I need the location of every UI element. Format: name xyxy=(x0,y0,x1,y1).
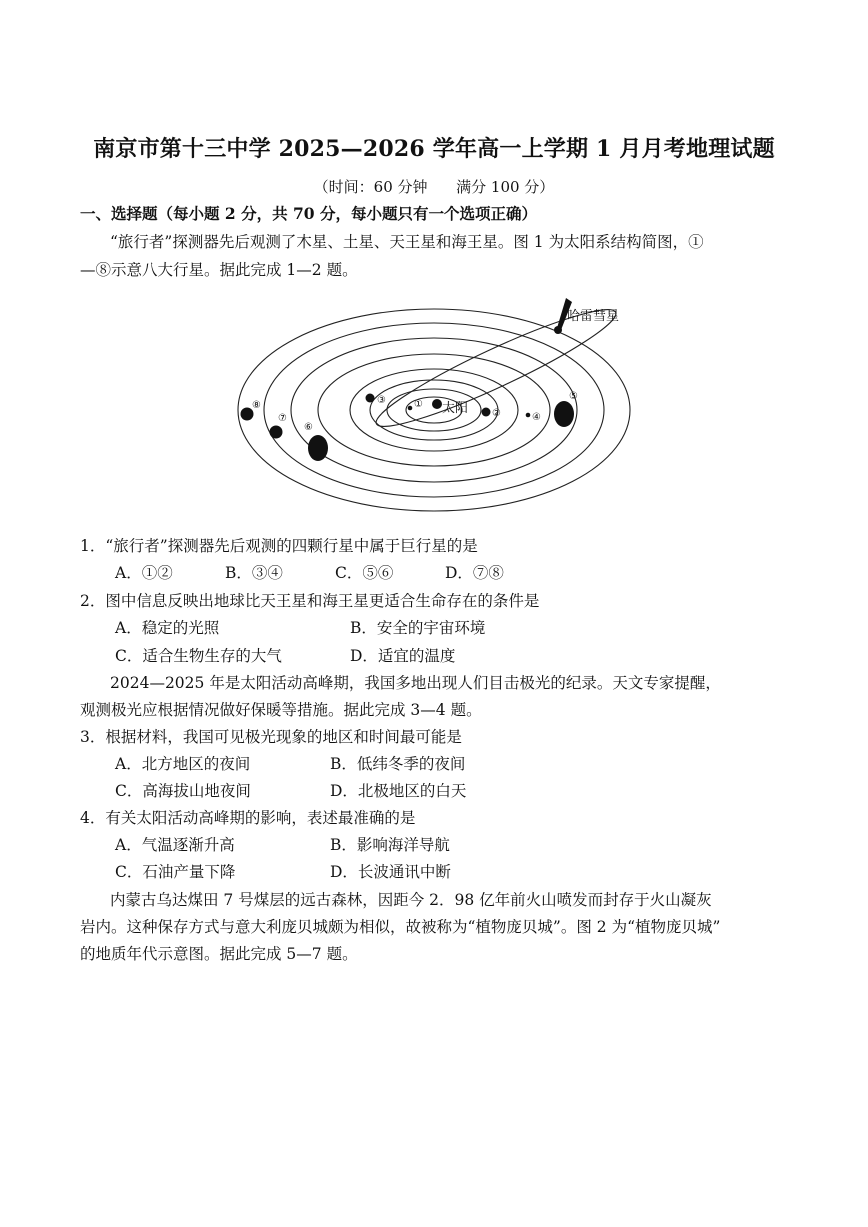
q2-stem: 2．图中信息反映出地球比天王星和海王星更适合生命存在的条件是 xyxy=(80,592,540,610)
q3-option-a[interactable]: A．北方地区的夜间 xyxy=(115,755,251,773)
material1-line2: —⑧示意八大行星。据此完成 1—2 题。 xyxy=(80,261,358,279)
exam-subtitle: （时间：60 分钟 满分 100 分） xyxy=(313,178,555,196)
q4-option-b[interactable]: B．影响海洋导航 xyxy=(330,836,450,854)
planet-3-label: ③ xyxy=(377,395,386,406)
q3-option-c[interactable]: C．高海拔山地夜间 xyxy=(115,782,251,800)
solar-system-figure xyxy=(236,292,636,524)
q4-option-c[interactable]: C．石油产量下降 xyxy=(115,863,236,881)
q4-stem: 4．有关太阳活动高峰期的影响，表述最准确的是 xyxy=(80,809,416,827)
planet-6 xyxy=(308,435,328,461)
section-heading: 一、选择题（每小题 2 分，共 70 分，每小题只有一个选项正确） xyxy=(80,204,537,223)
planet-5-label: ⑤ xyxy=(569,391,578,402)
planet-2 xyxy=(482,408,491,417)
orbit-7 xyxy=(264,323,604,497)
material2-line2: 观测极光应根据情况做好保暖等措施。据此完成 3—4 题。 xyxy=(80,701,482,719)
material3-line2: 岩内。这种保存方式与意大利庞贝城颇为相似，故被称为“植物庞贝城”。图 2 为“植物庞贝城” xyxy=(80,918,721,936)
planet-4-label: ④ xyxy=(532,412,541,423)
planet-7-label: ⑦ xyxy=(278,413,287,424)
planet-7 xyxy=(270,426,283,439)
planet-2-label: ② xyxy=(492,408,501,419)
q3-option-b[interactable]: B．低纬冬季的夜间 xyxy=(330,755,466,773)
q4-option-d[interactable]: D．长波通讯中断 xyxy=(330,863,451,881)
halley-comet xyxy=(554,326,562,334)
q1-option-b[interactable]: B．③④ xyxy=(225,564,283,582)
q2-option-b[interactable]: B．安全的宇宙环境 xyxy=(350,619,486,637)
planet-5 xyxy=(554,401,574,427)
planet-4 xyxy=(526,413,531,418)
solar-system-diagram xyxy=(236,292,636,524)
orbit-5 xyxy=(318,354,550,466)
sun xyxy=(432,399,442,409)
material3-line3: 的地质年代示意图。据此完成 5—7 题。 xyxy=(80,945,358,963)
q1-option-d[interactable]: D．⑦⑧ xyxy=(445,564,504,582)
planet-6-label: ⑥ xyxy=(304,422,313,433)
planet-1 xyxy=(408,406,413,411)
planet-8-label: ⑧ xyxy=(252,400,261,411)
exam-title: 南京市第十三中学 2025—2026 学年高一上学期 1 月月考地理试题 xyxy=(93,136,775,162)
q1-option-a[interactable]: A．①② xyxy=(115,564,173,582)
planet-1-label: ① xyxy=(414,399,423,410)
material1-line1: “旅行者”探测器先后观测了木星、土星、天王星和海王星。图 1 为太阳系结构简图，① xyxy=(110,233,704,251)
planet-3 xyxy=(366,394,375,403)
q3-stem: 3．根据材料，我国可见极光现象的地区和时间最可能是 xyxy=(80,728,462,746)
q4-option-a[interactable]: A．气温逐渐升高 xyxy=(115,836,235,854)
q2-option-d[interactable]: D．适宜的温度 xyxy=(350,647,456,665)
q1-stem: 1．“旅行者”探测器先后观测的四颗行星中属于巨行星的是 xyxy=(80,537,478,555)
q2-option-a[interactable]: A．稳定的光照 xyxy=(115,619,220,637)
q2-option-c[interactable]: C．适合生物生存的大气 xyxy=(115,647,282,665)
orbit-6 xyxy=(291,338,577,482)
material2-line1: 2024—2025 年是太阳活动高峰期，我国多地出现人们目击极光的纪录。天文专家提醒， xyxy=(110,674,721,692)
material3-line1: 内蒙古乌达煤田 7 号煤层的远古森林，因距今 2．98 亿年前火山喷发而封存于火山凝灰 xyxy=(110,891,712,909)
comet-label: 哈雷彗星 xyxy=(567,309,620,324)
q3-option-d[interactable]: D．北极地区的白天 xyxy=(330,782,467,800)
sun-label: 太阳 xyxy=(442,401,469,416)
q1-option-c[interactable]: C．⑤⑥ xyxy=(335,564,394,582)
